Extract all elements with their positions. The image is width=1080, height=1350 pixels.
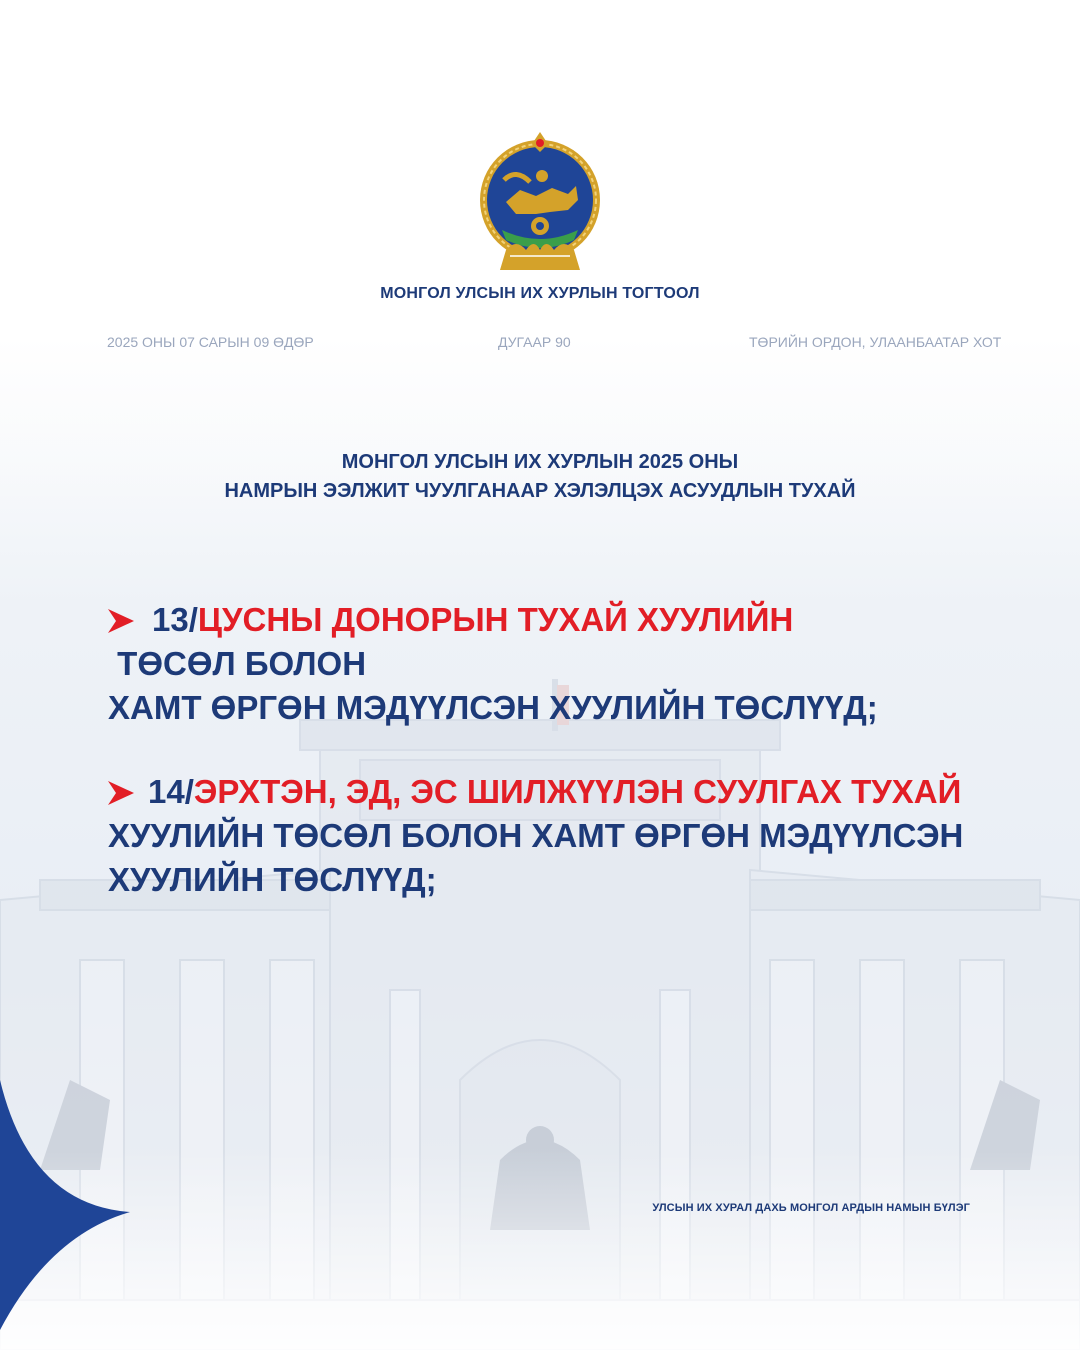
agenda-item-13-line-1	[108, 598, 968, 686]
resolution-subject	[0, 448, 1080, 506]
arrow-bullet-icon	[108, 781, 134, 805]
agenda-item-14-line-1	[108, 770, 968, 814]
footer-party-caucus: УЛСЫН ИХ ХУРАЛ ДАХЬ МОНГОЛ АРДЫН НАМЫН БҮЛЭГ	[652, 1202, 970, 1214]
item-rest-line-2: ХАМТ ӨРГӨН МЭДҮҮЛСЭН ХУУЛИЙН ТӨСЛҮҮД;	[108, 689, 878, 726]
item-highlight: ЭРХТЭН, ЭД, ЭС ШИЛЖҮҮЛЭН СУУЛГАХ ТУХАЙ	[193, 773, 962, 810]
resolution-number: ДУГААР 90	[498, 334, 571, 350]
subject-line-2: НАМРЫН ЭЭЛЖИТ ЧУУЛГАНААР ХЭЛЭЛЦЭХ АСУУДЛЫН ТУХАЙ	[224, 480, 856, 502]
subject-line-1: МОНГОЛ УЛСЫН ИХ ХУРЛЫН 2025 ОНЫ	[341, 451, 739, 473]
agenda-item-13	[108, 598, 968, 730]
resolution-place: ТӨРИЙН ОРДОН, УЛААНБААТАР ХОТ	[749, 334, 1002, 350]
arrow-bullet-icon	[108, 609, 134, 633]
agenda-item-14	[108, 770, 968, 902]
mongolia-state-emblem-icon	[476, 130, 604, 272]
item-rest-line-2: ХУУЛИЙН ТӨСЛҮҮД;	[108, 861, 437, 898]
resolution-title: МОНГОЛ УЛСЫН ИХ ХУРЛЫН ТОГТООЛ	[380, 285, 700, 302]
resolution-date: 2025 ОНЫ 07 САРЫН 09 ӨДӨР	[107, 334, 314, 350]
item-number: 14/	[148, 773, 194, 810]
item-highlight: ЦУСНЫ ДОНОРЫН ТУХАЙ ХУУЛИЙН	[197, 601, 794, 638]
item-rest-line-1: ТӨСӨЛ БОЛОН	[108, 645, 367, 682]
item-number: 13/	[152, 601, 198, 638]
item-rest-line-1: ХУУЛИЙН ТӨСӨЛ БОЛОН ХАМТ ӨРГӨН МЭДҮҮЛСЭН	[108, 817, 964, 854]
